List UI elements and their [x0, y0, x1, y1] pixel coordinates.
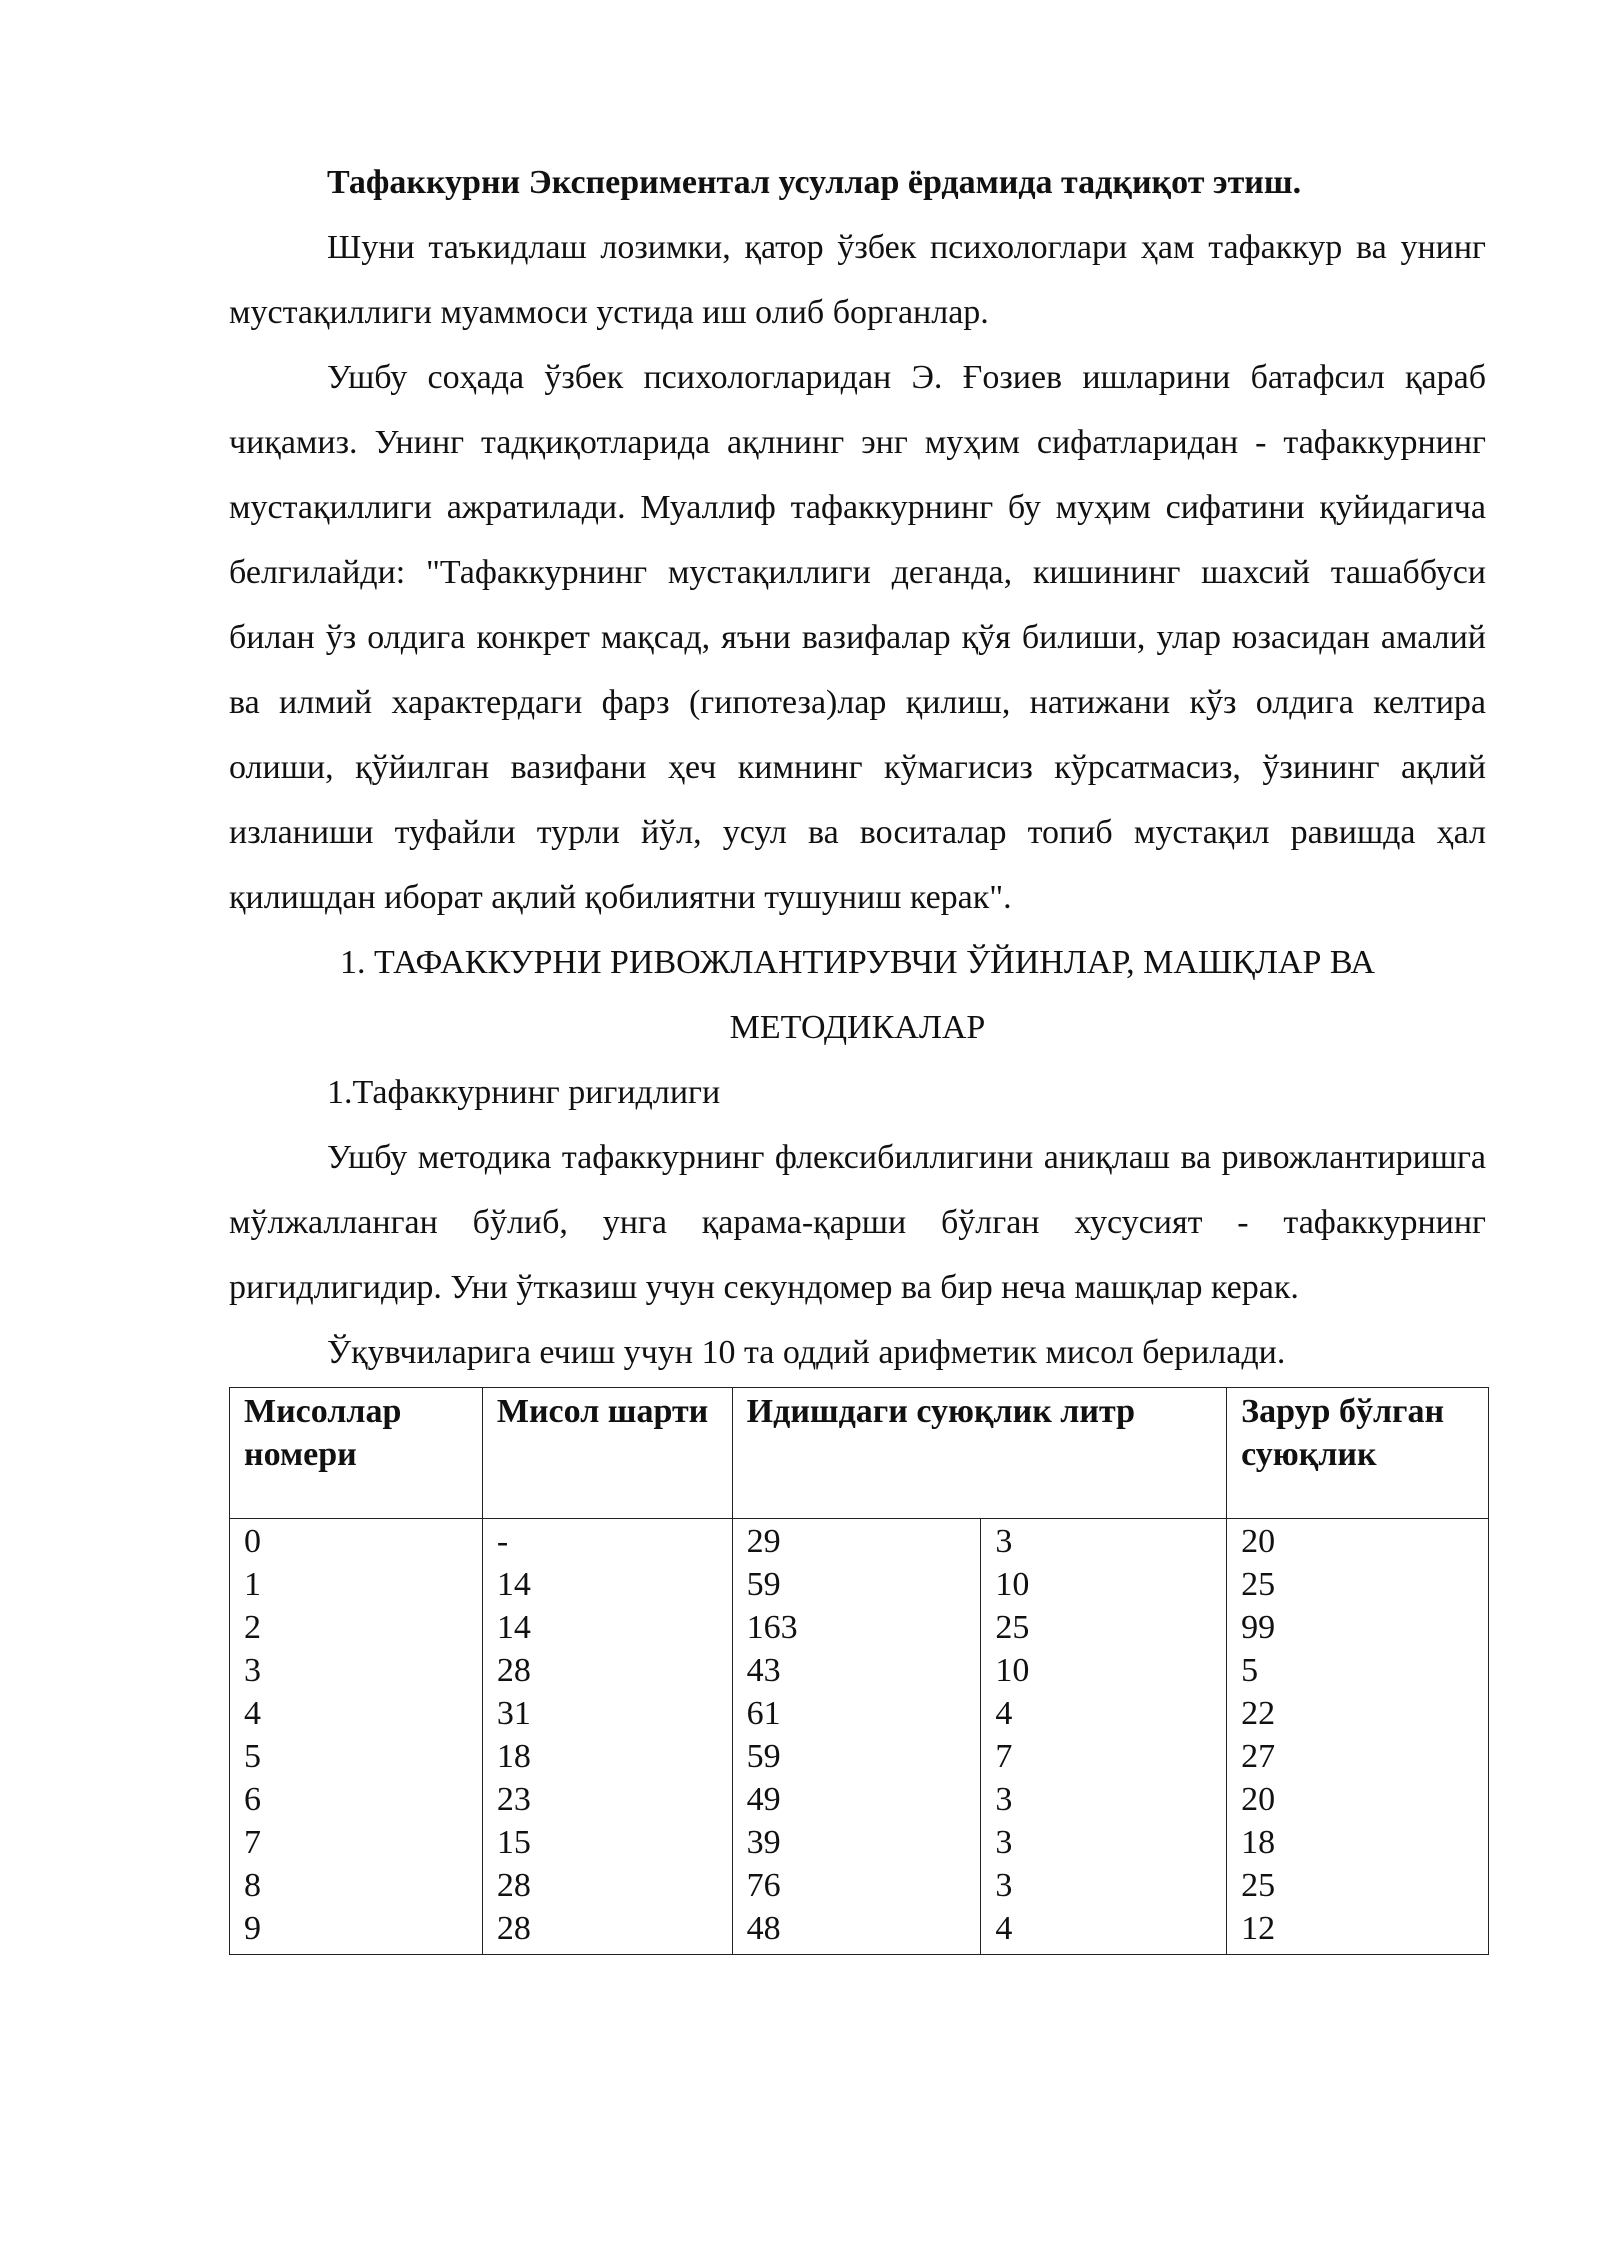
paragraph-method: Ушбу методика тафаккурнинг флексибиллигини аниқлаш ва ривожлантиришга мўлжалланган бўлиб, унга қарама-қарши бўлган хусусият - тафаккурнинг ригидлигидир. Уни ўтказиш учун секундомер ва бир неча машқлар керак.	[229, 1139, 1486, 1306]
table-cell: 20	[1241, 1781, 1276, 1818]
table-header-row	[230, 1388, 1489, 1519]
table-cell: 5	[244, 1738, 261, 1775]
table-cell: 3	[244, 1652, 261, 1689]
table-cell: 59	[746, 1566, 781, 1603]
paragraph-goziev: Ушбу соҳада ўзбек психологларидан Э. Ғозиев ишларини батафсил қараб чиқамиз. Унинг тадқиқотларида ақлнинг энг муҳим сифатларидан - тафаккурнинг мустақиллиги ажратилади. Муаллиф тафаккурнинг бу муҳим сифатини қуйидагича белгилайди: "Тафаккурнинг мустақиллиги деганда, кишининг шахсий ташаббуси билан ўз олдига конкрет мақсад, яъни вазифалар қўя билиши, улар юзасидан амалий ва илмий характердаги фарз (гипотеза)лар қилиш, натижани кўз олдига келтира олиши, қўйилган вазифани ҳеч кимнинг кўмагисиз кўрсатмасиз, ўзининг ақлий изланиши туфайли турли йўл, усул ва воситалар топиб мустақил равишда ҳал қилишдан иборат ақлий қобилиятни тушуниш керак".	[229, 359, 1486, 916]
table-cell: 25	[1241, 1566, 1276, 1603]
table-cell: 12	[1241, 1910, 1276, 1947]
table-cell: 4	[995, 1695, 1013, 1732]
table-cell: 0	[244, 1523, 261, 1560]
table-cell: 3	[995, 1824, 1013, 1861]
table-cell: 4	[244, 1695, 261, 1732]
table-cell: 28	[496, 1867, 531, 1904]
table-cell: 3	[995, 1867, 1013, 1904]
table-cell: 18	[496, 1738, 531, 1775]
table-cell: 10	[995, 1566, 1030, 1603]
table-cell: 1	[244, 1566, 261, 1603]
header-example-condition: Мисол шарти	[482, 1388, 732, 1519]
table-cell: 3	[995, 1781, 1013, 1818]
table-cell: 48	[746, 1910, 781, 1947]
table-cell: 6	[244, 1781, 261, 1818]
table-cell: 2	[244, 1609, 261, 1646]
table-cell: 3	[995, 1523, 1013, 1560]
table-cell: 59	[746, 1738, 781, 1775]
table-cell: 76	[746, 1867, 781, 1904]
table-cell: 163	[746, 1609, 798, 1646]
table-cell: 27	[1241, 1738, 1276, 1775]
table-cell: 28	[496, 1910, 531, 1947]
header-required-liquid: Зарур бўлган суюқлик	[1227, 1388, 1489, 1519]
paragraph-task: Ўқувчиларига ечиш учун 10 та оддий арифметик мисол берилади.	[327, 1334, 1286, 1371]
table-cell: 10	[995, 1652, 1030, 1689]
table-cell: 39	[746, 1824, 781, 1861]
liquid-table	[229, 1387, 1489, 1955]
table-cell: 61	[746, 1695, 781, 1732]
table-cell: 20	[1241, 1523, 1276, 1560]
table-cell: 28	[496, 1652, 531, 1689]
table-cell: 49	[746, 1781, 781, 1818]
section-heading: 1. ТАФАККУРНИ РИВОЖЛАНТИРУВЧИ ЎЙИНЛАР, МАШҚЛАР ВА МЕТОДИКАЛАР	[340, 944, 1375, 1046]
paragraph-intro: Шуни таъкидлаш лозимки, қатор ўзбек психологлари ҳам тафаккур ва унинг мустақиллиги муаммоси устида иш олиб борганлар.	[229, 229, 1486, 331]
table-cell: 29	[746, 1523, 781, 1560]
subheading-rigidity: 1.Тафаккурнинг ригидлиги	[327, 1074, 721, 1111]
table-cell: 7	[995, 1738, 1013, 1775]
table-cell: 18	[1241, 1824, 1276, 1861]
table-cell: 7	[244, 1824, 261, 1861]
table-body-row	[230, 1519, 1489, 1955]
table-cell: 23	[496, 1781, 531, 1818]
column-liquid-a	[732, 1519, 981, 1955]
column-required	[1227, 1519, 1489, 1955]
table-cell: 14	[496, 1566, 531, 1603]
table-cell: 43	[746, 1652, 781, 1689]
document-content	[229, 150, 1486, 1955]
column-liquid-b	[981, 1519, 1227, 1955]
table-cell: 8	[244, 1867, 261, 1904]
table-cell: 5	[1241, 1652, 1259, 1689]
table-cell: 9	[244, 1910, 261, 1947]
header-liquid-liters: Идишдаги суюқлик литр	[732, 1388, 1226, 1519]
table-cell: 22	[1241, 1695, 1276, 1732]
table-cell: 31	[496, 1695, 531, 1732]
table-cell: 25	[995, 1609, 1030, 1646]
table-cell: -	[496, 1523, 509, 1560]
header-example-number: Мисоллар номери	[230, 1388, 483, 1519]
column-numbers	[230, 1519, 483, 1955]
table-cell: 4	[995, 1910, 1013, 1947]
table-cell: 25	[1241, 1867, 1276, 1904]
table-cell: 99	[1241, 1609, 1276, 1646]
table-cell: 15	[496, 1824, 531, 1861]
table-cell: 14	[496, 1609, 531, 1646]
column-conditions	[482, 1519, 732, 1955]
document-title: Тафаккурни Экспериментал усуллар ёрдамида тадқиқот этиш.	[327, 164, 1302, 201]
